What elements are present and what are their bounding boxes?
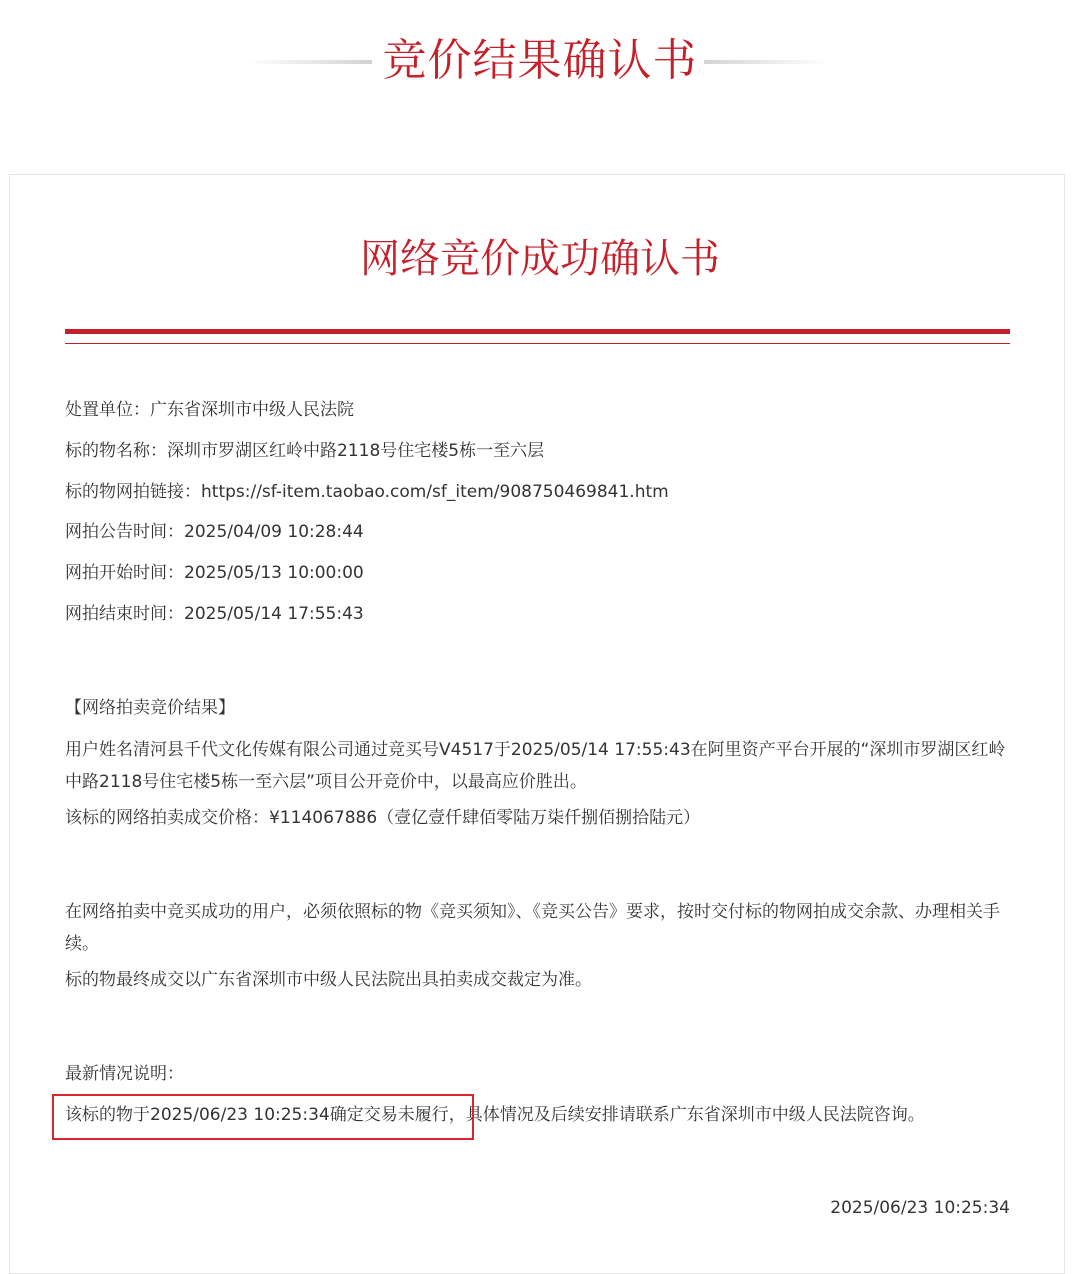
page-title: 竞价结果确认书 <box>382 35 698 86</box>
title-rule-thin <box>65 343 1010 344</box>
info-label: 网拍公告时间： <box>65 522 184 542</box>
final-text: 标的物最终成交以广东省深圳市中级人民法院出具拍卖成交裁定为准。 <box>65 970 592 990</box>
highlight-box <box>52 1094 474 1140</box>
info-row-start-time <box>65 557 1025 589</box>
result-text: 用户姓名清河县千代文化传媒有限公司通过竞买号V4517于2025/05/14 17:55:43在阿里资产平台开展的“深圳市罗湖区红岭中路2118号住宅楼5栋一至六层”项目公开竞价中，以最高应价胜出。 <box>65 740 1006 792</box>
price-text: 该标的网络拍卖成交价格：¥114067886（壹亿壹仟肆佰零陆万柒仟捌佰捌拾陆元） <box>65 808 701 828</box>
notice-text: 在网络拍卖中竞买成功的用户，必须依照标的物《竞买须知》、《竞买公告》要求，按时交付标的物网拍成交余款、办理相关手续。 <box>65 902 1000 954</box>
auction-link[interactable]: https://sf-item.taobao.com/sf_item/908750469841.htm <box>201 482 669 502</box>
header-divider-right <box>704 60 830 64</box>
info-row-announce-time <box>65 516 1025 548</box>
info-row-auction-link <box>65 476 1025 508</box>
result-heading: 【网络拍卖竞价结果】 <box>65 698 235 718</box>
info-label: 标的物名称： <box>65 441 167 461</box>
title-rule-thick <box>65 329 1010 334</box>
info-value: 深圳市罗湖区红岭中路2118号住宅楼5栋一至六层 <box>167 441 545 461</box>
issue-date: 2025/06/23 10:25:34 <box>830 1198 1010 1218</box>
info-label: 标的物网拍链接： <box>65 482 201 502</box>
info-row-item-name <box>65 435 1025 467</box>
info-value: 2025/05/14 17:55:43 <box>184 604 364 624</box>
info-value: 2025/05/13 10:00:00 <box>184 563 364 583</box>
card-title: 网络竞价成功确认书 <box>360 236 720 282</box>
info-value: 广东省深圳市中级人民法院 <box>150 400 354 420</box>
info-label: 网拍结束时间： <box>65 604 184 624</box>
update-rest-text: 具体情况及后续安排请联系广东省深圳市中级人民法院咨询。 <box>465 1105 925 1125</box>
info-row-end-time <box>65 598 1025 630</box>
info-row-disposal-unit <box>65 394 1025 426</box>
info-value: 2025/04/09 10:28:44 <box>184 522 364 542</box>
update-highlight-text: 该标的物于2025/06/23 10:25:34确定交易未履行， <box>65 1105 466 1125</box>
info-label: 处置单位： <box>65 400 150 420</box>
info-label: 网拍开始时间： <box>65 563 184 583</box>
update-heading: 最新情况说明： <box>65 1064 184 1084</box>
